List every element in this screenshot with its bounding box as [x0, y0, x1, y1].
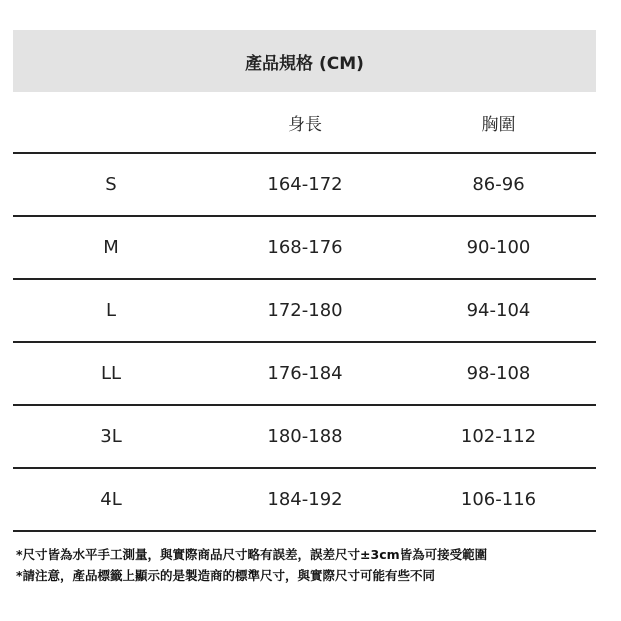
chest-cell: 98-108 — [466, 363, 531, 384]
size-cell: M — [103, 237, 119, 258]
length-cell: 176-184 — [267, 363, 343, 384]
chest-cell: 102-112 — [460, 426, 537, 447]
note-label-size: *請注意，產品標籤上顯示的是製造商的標準尺寸，與實際尺寸可能有些不同 — [16, 568, 436, 583]
size-cell: S — [105, 174, 117, 195]
length-cell: 180-188 — [267, 426, 343, 447]
chest-cell: 94-104 — [466, 300, 531, 321]
chest-cell: 106-116 — [460, 489, 537, 510]
chart-title: 產品規格 (CM) — [245, 53, 364, 74]
size-cell: LL — [100, 363, 122, 384]
length-cell: 172-180 — [267, 300, 343, 321]
table-row — [13, 469, 596, 532]
chart-title-bar — [13, 30, 596, 92]
header-chest: 胸圍 — [481, 114, 516, 135]
length-cell: 164-172 — [267, 174, 343, 195]
table-row — [13, 343, 596, 406]
table-row — [13, 154, 596, 217]
size-cell: L — [105, 300, 117, 321]
size-cell: 4L — [100, 489, 122, 510]
header-length: 身長 — [288, 114, 322, 135]
size-chart-table — [13, 30, 596, 532]
length-cell: 184-192 — [267, 489, 343, 510]
measurement-notes — [16, 544, 606, 586]
table-row — [13, 406, 596, 469]
note-measurement-tolerance: *尺寸皆為水平手工測量，與實際商品尺寸略有誤差，誤差尺寸±3cm皆為可接受範圍 — [16, 547, 488, 562]
table-row — [13, 217, 596, 280]
table-row — [13, 280, 596, 343]
chest-cell: 90-100 — [466, 237, 531, 258]
size-cell: 3L — [100, 426, 122, 447]
chest-cell: 86-96 — [472, 174, 525, 195]
length-cell: 168-176 — [267, 237, 343, 258]
table-header-row — [13, 92, 596, 154]
